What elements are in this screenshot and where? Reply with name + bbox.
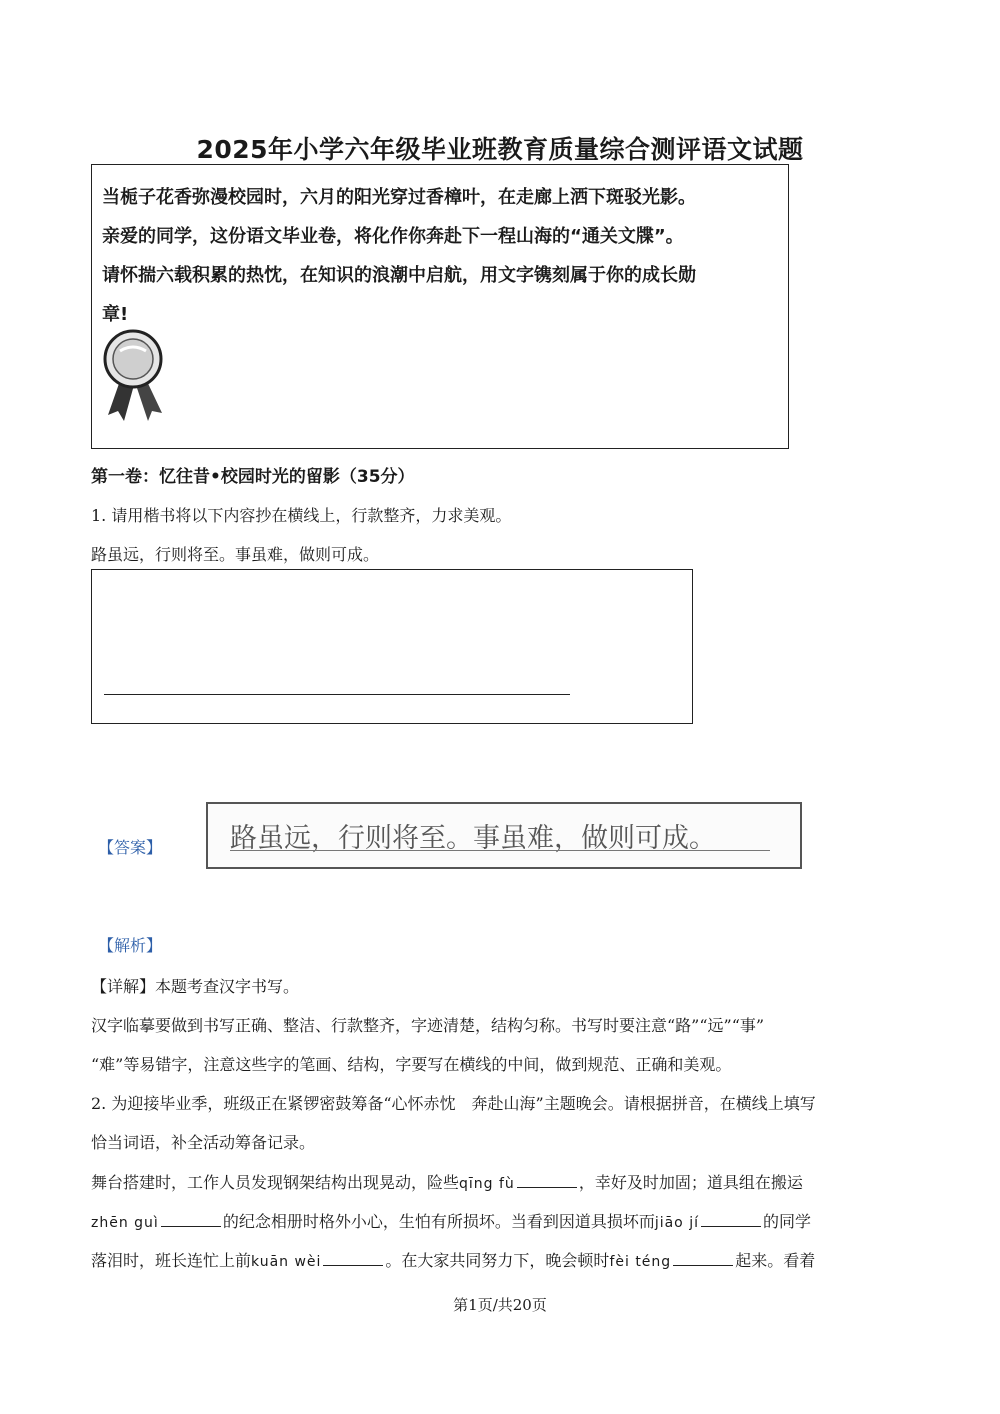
fill-blank[interactable] [161, 1225, 221, 1227]
paragraph-text: 。在大家共同努力下，晚会顿时 [385, 1251, 610, 1270]
fill-blank[interactable] [673, 1264, 733, 1266]
page-number: 第1页/共20页 [453, 1296, 547, 1314]
question-2-line-2: 恰当词语，补全活动筹备记录。 [91, 1133, 316, 1152]
analysis-line-2: “难”等易错字，注意这些字的笔画、结构，字要写在横线的中间，做到规范、正确和美观。 [91, 1055, 732, 1074]
paragraph-text: ，幸好及时加固；道具组在搬运 [578, 1173, 803, 1192]
fill-blank[interactable] [323, 1264, 383, 1266]
question-2-line-1: 2. 为迎接毕业季，班级正在紧锣密鼓筹备“心怀赤忱 奔赴山海”主题晚会。请根据拼音，在横线上填写 [91, 1094, 816, 1113]
writing-line [104, 694, 570, 695]
intro-line-4: 章! [102, 304, 129, 325]
question-1-prompt: 1. 请用楷书将以下内容抄在横线上，行款整齐，力求美观。 [91, 506, 512, 525]
question-2-paragraph-line-3 [91, 1248, 815, 1271]
pinyin-label: kuān wèi [251, 1254, 322, 1270]
analysis-detail: 【详解】本题考查汉字书写。 [91, 977, 300, 996]
paragraph-text: 起来。看着 [735, 1251, 816, 1270]
fill-blank[interactable] [517, 1186, 577, 1188]
fill-blank[interactable] [701, 1225, 761, 1227]
question-1-content: 路虽远，行则将至。事虽难，做则可成。 [91, 545, 380, 564]
pinyin-label: jiāo jí [654, 1215, 699, 1231]
page-title: 2025年小学六年级毕业班教育质量综合测评语文试题 [196, 135, 804, 164]
paragraph-text: 舞台搭建时，工作人员发现钢架结构出现晃动，险些 [91, 1173, 460, 1192]
intro-line-3: 请怀揣六载积累的热忱，在知识的浪潮中启航，用文字镌刻属于你的成长勋 [102, 265, 696, 286]
pinyin-label: qīng fù [459, 1176, 515, 1192]
medal-icon [100, 325, 170, 425]
intro-line-1: 当栀子花香弥漫校园时，六月的阳光穿过香樟叶，在走廊上洒下斑驳光影。 [102, 187, 696, 208]
answer-image-text: 路虽远，行则将至。事虽难，做则可成。 [230, 823, 716, 854]
question-2-paragraph-line-1 [91, 1170, 803, 1193]
paragraph-text: 落泪时，班长连忙上前 [91, 1251, 252, 1270]
pinyin-label: fèi téng [609, 1254, 672, 1270]
question-2-paragraph-line-2 [91, 1209, 811, 1232]
answer-label: 【答案】 [98, 838, 163, 857]
handwriting-box [91, 569, 693, 724]
analysis-label: 【解析】 [98, 936, 163, 955]
paragraph-text: 的纪念相册时格外小心，生怕有所损坏。当看到因道具损坏而 [222, 1212, 655, 1231]
section-heading: 第一卷：忆往昔•校园时光的留影（35分） [91, 467, 415, 487]
analysis-line-1: 汉字临摹要做到书写正确、整洁、行款整齐，字迹清楚，结构匀称。书写时要注意“路”“远”“事” [91, 1016, 765, 1035]
intro-line-2: 亲爱的同学，这份语文毕业卷，将化作你奔赴下一程山海的“通关文牒”。 [102, 226, 684, 247]
answer-underline [230, 850, 770, 851]
answer-image [206, 802, 802, 869]
paragraph-text: 的同学 [762, 1212, 811, 1231]
intro-box [91, 164, 789, 449]
pinyin-label: zhēn guì [91, 1215, 159, 1231]
